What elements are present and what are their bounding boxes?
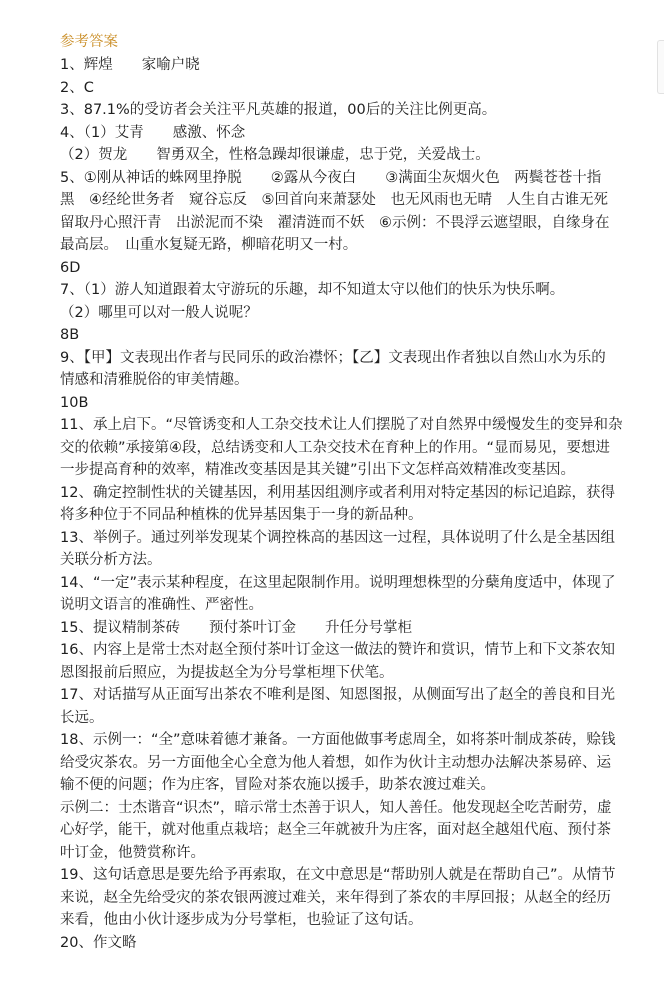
answer-line: 8B bbox=[60, 327, 80, 343]
answer-line: 6D bbox=[60, 259, 81, 276]
scroll-handle[interactable] bbox=[657, 40, 664, 94]
answers-heading: 参考答案 bbox=[60, 34, 118, 50]
answer-line: 7、（1）游人知道跟着太守游玩的乐趣，却不知道太守以他们的快乐为快乐啊。 bbox=[60, 282, 565, 298]
answer-line: 18、示例一：“全”意味着德才兼备。一方面他做事考虑周全，如将茶叶制成茶砖，赊钱 bbox=[60, 732, 616, 748]
answer-line: 3、87.1%的受访者会关注平凡英雄的报道，00后的关注比例更高。 bbox=[60, 102, 497, 118]
answer-line: 输不便的问题；作为庄客，冒险对茶农施以援手，助茶农渡过难关。 bbox=[60, 777, 495, 793]
answer-line: 心好学，能干，就对他重点栽培；赵全三年就被升为庄客，面对赵全越俎代庖、预付茶 bbox=[60, 822, 611, 838]
answer-line: 恩图报前后照应，为提拔赵全为分号掌柜埋下伏笔。 bbox=[60, 664, 394, 681]
answer-line: 关联分析方法。 bbox=[60, 552, 162, 568]
answer-line: 示例二：士杰谐音“识杰”，暗示常士杰善于识人，知人善任。他发现赵全吃苦耐劳，虚 bbox=[60, 799, 612, 816]
answer-line: 给受灾茶农。另一方面他全心全意为他人着想，如作为伙计主动想办法解决茶易碎、运 bbox=[60, 754, 611, 771]
answer-line: 来看，他由小伙计逐步成为分号掌柜，也验证了这句话。 bbox=[60, 912, 423, 928]
answer-line: 16、内容上是常士杰对赵全预付茶叶订金这一做法的赞许和赏识，情节上和下文茶农知 bbox=[60, 642, 615, 658]
answer-line: 15、提议精制茶砖 预付茶叶订金 升任分号掌柜 bbox=[60, 619, 412, 636]
answer-line: 9、【甲】文表现出作者与民同乐的政治襟怀；【乙】文表现出作者独以自然山水为乐的 bbox=[60, 349, 606, 366]
answer-line: 来说，赵全先给受灾的茶农银两渡过难关，来年得到了茶农的丰厚回报；从赵全的经历 bbox=[60, 889, 611, 906]
answer-line: 交的依赖”承接第④段，总结诱变和人工杂交技术在育种上的作用。“显而易见，要想进 bbox=[60, 439, 611, 456]
answer-lines bbox=[60, 54, 642, 954]
answer-line: 13、举例子。通过列举发现某个调控株高的基因这一过程，具体说明了什么是全基因组 bbox=[60, 529, 615, 546]
answer-line: 情感和清雅脱俗的审美情趣。 bbox=[60, 372, 249, 388]
answer-line: 长远。 bbox=[60, 709, 104, 726]
answer-line: 11、承上启下。“尽管诱变和人工杂交技术让人们摆脱了对自然界中缓慢发生的变异和杂 bbox=[60, 417, 623, 433]
answer-line: 黑 ④经纶世务者 窥谷忘反 ⑤回首向来萧瑟处 也无风雨也无晴 人生自古谁无死 bbox=[60, 192, 608, 208]
answer-line: 14、“一定”表示某种程度，在这里起限制作用。说明理想株型的分蘖角度适中，体现了 bbox=[60, 574, 616, 591]
answer-line: 4、（1）艾青 感激、怀念 bbox=[60, 124, 246, 141]
answer-line: 叶订金，他赞赏称许。 bbox=[60, 844, 205, 861]
answer-line: 1、辉煌 家喻户晓 bbox=[60, 57, 200, 73]
answer-line: 20、作文略 bbox=[60, 934, 137, 951]
answer-line: 一步提高育种的效率，精准改变基因是其关键”引出下文怎样高效精准改变基因。 bbox=[60, 462, 576, 478]
answer-line: （2）贺龙 智勇双全，性格急躁却很谦虚，忠于党，关爱战士。 bbox=[60, 147, 490, 163]
answer-line: 17、对话描写从正面写出茶农不唯利是图、知恩图报，从侧面写出了赵全的善良和目光 bbox=[60, 687, 615, 703]
answer-line: 将多种位于不同品种植株的优异基因集于一身的新品种。 bbox=[60, 507, 423, 523]
answer-line: （2）哪里可以对一般人说呢？ bbox=[60, 304, 258, 321]
answer-line: 12、确定控制性状的关键基因，利用基因组测序或者利用对特定基因的标记追踪，获得 bbox=[60, 484, 615, 501]
answer-line: 最高层。 山重水复疑无路，柳暗花明又一村。 bbox=[60, 237, 358, 253]
answer-line: 2、C bbox=[60, 79, 94, 96]
answer-line: 19、这句话意思是要先给予再索取，在文中意思是“帮助别人就是在帮助自己”。从情节 bbox=[60, 867, 616, 883]
answer-line: 说明文语言的准确性、严密性。 bbox=[60, 597, 263, 613]
answer-line: 5、①刚从神话的蛛网里挣脱 ②露从今夜白 ③满面尘灰烟火色 两鬓苍苍十指 bbox=[60, 169, 602, 186]
answer-line: 留取丹心照汗青 出淤泥而不染 濯清涟而不妖 ⑥示例：不畏浮云遮望眼，自缘身在 bbox=[60, 214, 610, 231]
answer-line: 10B bbox=[60, 394, 89, 411]
